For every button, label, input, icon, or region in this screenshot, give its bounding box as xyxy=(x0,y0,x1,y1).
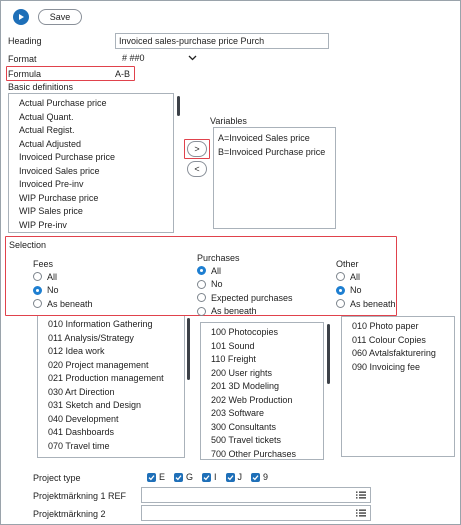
other-option-no[interactable] xyxy=(336,284,396,298)
play-icon xyxy=(17,13,25,21)
list-item[interactable]: 202 Web Production xyxy=(211,394,293,405)
remove-variable-button[interactable]: < xyxy=(187,161,207,177)
chevron-down-icon xyxy=(188,55,197,61)
run-button[interactable] xyxy=(13,9,29,25)
list-item[interactable]: Actual Purchase price xyxy=(19,98,107,108)
radio-button[interactable] xyxy=(336,286,345,295)
purchases-list[interactable] xyxy=(200,322,324,460)
radio-label: All xyxy=(47,271,58,282)
add-variable-button[interactable]: > xyxy=(187,141,207,157)
list-item[interactable]: 020 Project management xyxy=(48,359,149,370)
list-item[interactable]: 010 Information Gathering xyxy=(48,319,153,329)
purchases-option-no[interactable] xyxy=(197,278,293,292)
radio-button[interactable] xyxy=(33,286,42,295)
purchases-option-all[interactable] xyxy=(197,264,293,278)
list-icon[interactable] xyxy=(356,491,366,499)
list-item[interactable]: Actual Regist. xyxy=(19,125,75,135)
basic-definitions-scrollbar[interactable] xyxy=(177,96,180,116)
radio-button[interactable] xyxy=(33,299,42,308)
list-item[interactable]: A=Invoiced Sales price xyxy=(218,133,310,143)
checkbox-label: G xyxy=(186,472,194,482)
format-select[interactable] xyxy=(115,50,201,66)
purchases-option-as-beneath[interactable] xyxy=(197,305,293,319)
radio-button[interactable] xyxy=(336,299,345,308)
radio-button[interactable] xyxy=(197,293,206,302)
checkbox-label: I xyxy=(214,472,217,482)
projektmarkning-2-input[interactable] xyxy=(141,505,371,521)
radio-label: Expected purchases xyxy=(211,292,293,303)
purchases-option-expected[interactable] xyxy=(197,291,293,305)
list-item[interactable]: 203 Software xyxy=(211,408,265,418)
selection-label: Selection xyxy=(9,240,47,250)
project-type-option-j[interactable] xyxy=(226,472,243,482)
list-item[interactable]: 011 Analysis/Strategy xyxy=(48,332,134,343)
checkbox-label: 9 xyxy=(263,472,269,482)
list-item[interactable]: 012 Idea work xyxy=(48,346,105,356)
heading-label: Heading xyxy=(8,36,42,46)
save-button[interactable]: Save xyxy=(38,9,82,25)
checkbox[interactable] xyxy=(251,473,260,482)
basic-definitions-list[interactable] xyxy=(8,93,174,233)
list-item[interactable]: 030 Art Direction xyxy=(48,386,115,397)
project-type-option-i[interactable] xyxy=(202,472,217,482)
projektmarkning-1-input[interactable] xyxy=(141,487,371,503)
other-radio-group xyxy=(336,270,396,311)
check-icon xyxy=(148,474,155,481)
list-item[interactable]: 041 Dashboards xyxy=(48,427,115,437)
project-type-option-e[interactable] xyxy=(147,472,165,482)
project-type-option-9[interactable] xyxy=(251,472,268,482)
list-item[interactable]: 011 Colour Copies xyxy=(352,334,426,345)
list-item[interactable]: 070 Travel time xyxy=(48,440,110,451)
list-item[interactable]: 300 Consultants xyxy=(211,421,277,432)
format-value: # ##0 xyxy=(122,53,145,63)
checkbox[interactable] xyxy=(202,473,211,482)
purchases-list-scrollbar[interactable] xyxy=(327,324,330,384)
list-item[interactable]: WIP Sales price xyxy=(19,206,83,216)
fees-option-no[interactable] xyxy=(33,284,93,298)
checkbox-label: E xyxy=(159,472,166,482)
list-item[interactable]: 040 Development xyxy=(48,413,119,424)
radio-label: All xyxy=(350,271,361,282)
checkbox[interactable] xyxy=(226,473,235,482)
fees-option-all[interactable] xyxy=(33,270,93,284)
radio-label: No xyxy=(211,279,223,290)
other-label: Other xyxy=(336,259,359,269)
list-item[interactable]: 060 Avtalsfakturering xyxy=(352,348,436,358)
list-item[interactable]: B=Invoiced Purchase price xyxy=(218,146,326,157)
radio-label: All xyxy=(211,265,222,276)
purchases-label: Purchases xyxy=(197,253,240,263)
radio-label: As beneath xyxy=(47,298,93,309)
checkbox[interactable] xyxy=(147,473,156,482)
list-item[interactable]: WIP Pre-inv xyxy=(19,219,67,230)
fees-option-as-beneath[interactable] xyxy=(33,297,93,311)
list-item[interactable]: Actual Adjusted xyxy=(19,138,82,149)
other-option-all[interactable] xyxy=(336,270,396,284)
radio-label: As beneath xyxy=(211,306,257,317)
fees-list-scrollbar[interactable] xyxy=(187,318,190,380)
radio-label: No xyxy=(350,285,362,296)
fees-list[interactable] xyxy=(37,316,185,458)
fees-radio-group xyxy=(33,270,93,311)
format-label: Format xyxy=(8,54,37,64)
list-item[interactable]: 031 Sketch and Design xyxy=(48,400,142,410)
list-item[interactable]: Actual Quant. xyxy=(19,111,74,122)
project-type-label: Project type xyxy=(33,473,81,483)
other-option-as-beneath[interactable] xyxy=(336,297,396,311)
list-item[interactable]: Invoiced Pre-inv xyxy=(19,179,84,189)
list-item[interactable]: 101 Sound xyxy=(211,340,255,351)
other-list[interactable] xyxy=(341,316,455,457)
variables-list[interactable] xyxy=(213,127,336,229)
radio-button[interactable] xyxy=(197,307,206,316)
checkbox[interactable] xyxy=(174,473,183,482)
projektmarkning-2-label: Projektmärkning 2 xyxy=(33,509,106,519)
project-type-checkboxes xyxy=(147,472,277,482)
radio-button[interactable] xyxy=(33,272,42,281)
heading-input[interactable]: Invoiced sales-purchase price Purch xyxy=(115,33,329,49)
purchases-radio-group xyxy=(197,264,293,318)
check-icon xyxy=(203,474,210,481)
list-item[interactable]: WIP Purchase price xyxy=(19,192,99,203)
project-type-option-g[interactable] xyxy=(174,472,193,482)
radio-button[interactable] xyxy=(197,280,206,289)
radio-button[interactable] xyxy=(336,272,345,281)
list-item[interactable]: 090 Invoicing fee xyxy=(352,361,421,372)
list-item[interactable]: 700 Other Purchases xyxy=(211,448,297,459)
check-icon xyxy=(252,474,259,481)
variables-label: Variables xyxy=(210,116,247,126)
radio-label: As beneath xyxy=(350,298,396,309)
check-icon xyxy=(175,474,182,481)
formula-label: Formula xyxy=(8,69,42,79)
list-icon[interactable] xyxy=(356,509,366,517)
list-item[interactable]: 500 Travel tickets xyxy=(211,435,282,445)
list-item[interactable]: Invoiced Purchase price xyxy=(19,152,116,162)
list-item[interactable]: 100 Photocopies xyxy=(211,327,279,337)
basic-definitions-label: Basic definitions xyxy=(8,82,74,92)
check-icon xyxy=(227,474,234,481)
list-item[interactable]: 021 Production management xyxy=(48,373,164,383)
list-item[interactable]: Invoiced Sales price xyxy=(19,165,100,176)
list-item[interactable]: 010 Photo paper xyxy=(352,321,419,331)
checkbox-label: J xyxy=(237,472,243,482)
radio-label: No xyxy=(47,285,59,296)
radio-button[interactable] xyxy=(197,266,206,275)
list-item[interactable]: 201 3D Modeling xyxy=(211,381,280,391)
fees-label: Fees xyxy=(33,259,54,269)
list-item[interactable]: 200 User rights xyxy=(211,367,273,378)
projektmarkning-1-label: Projektmärkning 1 REF xyxy=(33,491,127,501)
list-item[interactable]: 110 Freight xyxy=(211,354,256,364)
formula-value[interactable]: A-B xyxy=(115,69,131,79)
